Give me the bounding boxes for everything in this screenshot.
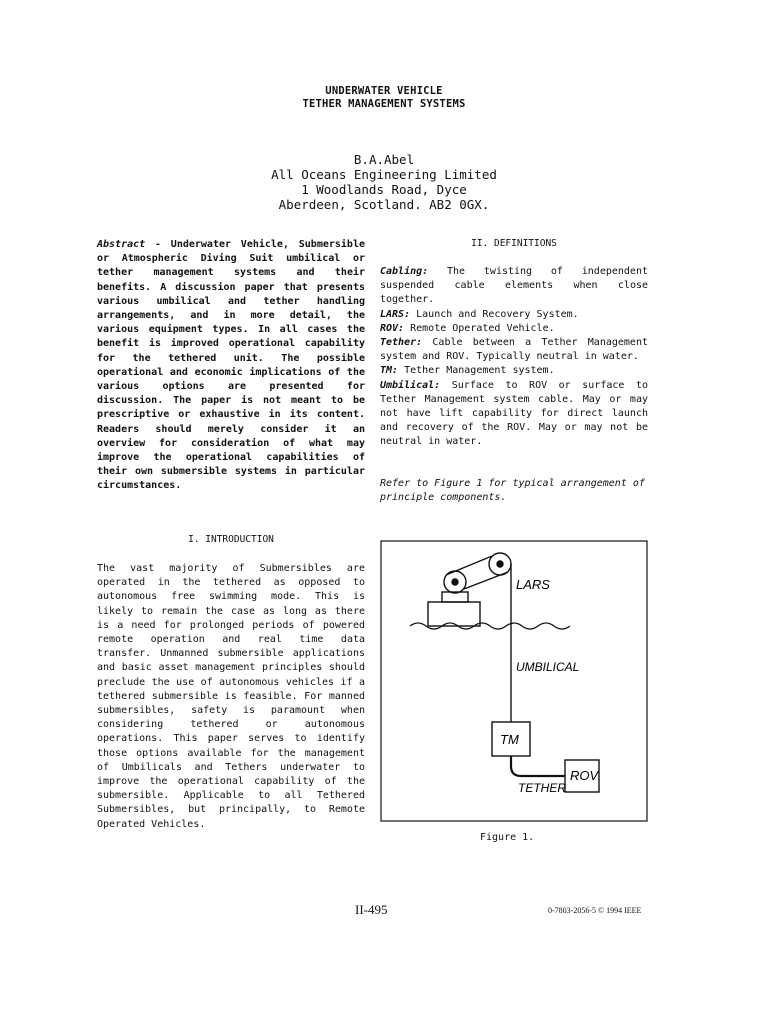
- lars-crane-icon: [428, 553, 511, 626]
- isbn-copyright: 0-7803-2056-5 © 1994 IEEE: [548, 906, 642, 915]
- abstract-paragraph: [97, 238, 365, 494]
- abstract-label: Abstract -: [97, 239, 161, 250]
- definition-term: Umbilical:: [380, 379, 441, 391]
- definition-item: [380, 322, 648, 336]
- author-organization: All Oceans Engineering Limited: [271, 167, 497, 182]
- tether-cable: [511, 756, 565, 776]
- definition-item: [380, 379, 648, 450]
- definition-text: Remote Operated Vehicle.: [404, 322, 555, 334]
- definition-text: Launch and Recovery System.: [410, 308, 579, 320]
- definition-term: ROV:: [380, 322, 405, 334]
- definition-text: Cable between a Tether Management system and ROV. Typically neutral in water.: [380, 337, 648, 363]
- paper-title-line1: UNDERWATER VEHICLE: [325, 85, 443, 97]
- figure-reference-note: Refer to Figure 1 for typical arrangement of principle components.: [380, 478, 645, 504]
- author-address-line1: 1 Woodlands Road, Dyce: [301, 182, 467, 197]
- definition-item: [380, 265, 648, 308]
- lars-label: LARS: [516, 577, 550, 592]
- definition-term: Tether:: [380, 337, 423, 349]
- figure-caption: Figure 1.: [480, 832, 535, 843]
- definition-item: [380, 308, 648, 322]
- definition-item: [380, 364, 648, 378]
- introduction-heading: I. INTRODUCTION: [188, 534, 274, 545]
- definition-item: [380, 336, 648, 364]
- abstract-text: Underwater Vehicle, Submersible or Atmospheric Diving Suit umbilical or tether management systems and their benefits. A discussion paper that presents various umbilical and tether handling arrangements, and in more detail, the various equipment types. In all cases the benefit is improved operational capability for the tethered unit. The possible operational and economic implications of the various options are presented for discussion. The paper is not meant to be prescriptive or exhaustive in its content. Readers should merely consider it an overview for consideration of what may improve the operational capabilities of their own submersible systems in particular circumstances.: [97, 239, 365, 492]
- author-name: B.A.Abel: [353, 152, 415, 167]
- definitions-heading: II. DEFINITIONS: [471, 238, 557, 249]
- definition-text: Tether Management system.: [398, 365, 555, 377]
- definition-text: The twisting of independent suspended cable elements when close together.: [380, 266, 648, 306]
- introduction-paragraph: The vast majority of Submersibles are operated in the tethered as opposed to autonomous free swimming mode. This is likely to remain the case as long as there is a need for prolonged periods of powered remote operation and real time data transfer. Unmanned submersible applications and basic asset management principles should preclude the use of autonomous vehicles if a tethered submersible is feasible. For manned submersibles, safety is paramount when considering tethered or autonomous operations. This paper serves to identify those options available for the management of Umbilicals and Tethers underwater to improve the operational capability of the submersible. Applicable to all Tethered Submersibles, but principally, to Remote Operated Vehicles.: [97, 563, 365, 830]
- definitions-list: [380, 265, 648, 450]
- tm-label: TM: [500, 732, 519, 747]
- tether-label: TETHER: [518, 781, 566, 795]
- author-address-line2: Aberdeen, Scotland. AB2 0GX.: [278, 197, 490, 212]
- definition-text: Surface to ROV or surface to Tether Management system cable. May or may not have lift capability for direct launch and recovery of the ROV. May or may not be neutral in water.: [380, 379, 648, 448]
- rov-label: ROV: [570, 768, 599, 783]
- definition-term: Cabling:: [380, 266, 429, 277]
- definition-term: TM:: [380, 365, 399, 377]
- umbilical-label: UMBILICAL: [516, 660, 580, 674]
- figure-border: [381, 541, 647, 821]
- figure-1-diagram: [380, 540, 648, 822]
- paper-title-line2: TETHER MANAGEMENT SYSTEMS: [302, 98, 466, 110]
- page-number: II-495: [355, 902, 388, 917]
- definition-term: LARS:: [380, 308, 411, 320]
